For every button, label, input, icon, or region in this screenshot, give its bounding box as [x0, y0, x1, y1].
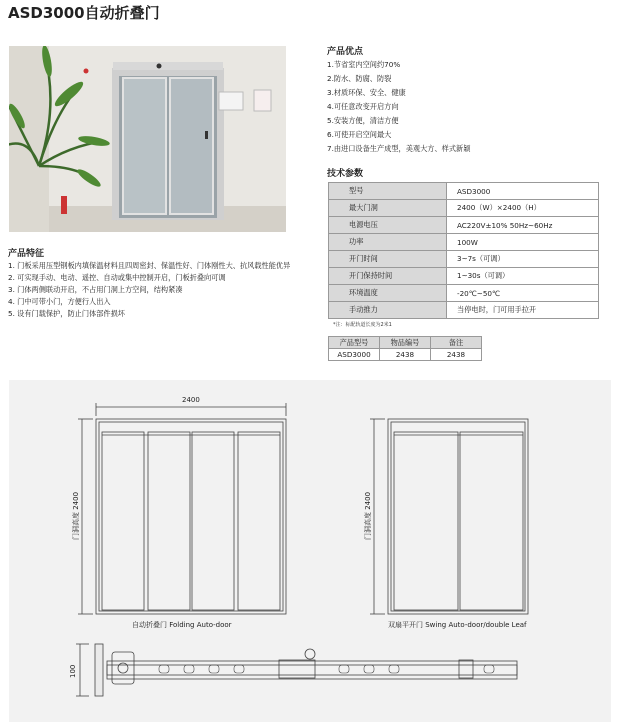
spec-key: 环境温度	[329, 285, 447, 302]
spec-value: 2400（W）×2400（H）	[447, 200, 599, 217]
table-row	[329, 268, 599, 285]
features-list	[8, 260, 298, 320]
spec-value: 1~30s（可调）	[447, 268, 599, 285]
technical-drawing	[9, 380, 611, 722]
track-dimension: 100	[69, 664, 77, 678]
door-drawings-svg	[9, 380, 611, 722]
advantages-heading: 产品优点	[327, 47, 364, 57]
spec-key: 电源电压	[329, 217, 447, 234]
tech-heading: 技术参数	[327, 169, 364, 179]
table-cell: 2438	[380, 349, 431, 361]
table-row	[329, 285, 599, 302]
feature-item: 1. 门板采用压型钢板内填保温材料且四周密封、保温性好、门体刚性大、抗风载性能优异	[8, 261, 291, 270]
table-header-row	[329, 337, 482, 349]
feature-item: 5. 设有门载保护，防止门体部件损坏	[8, 309, 125, 318]
column-header: 产品型号	[329, 337, 380, 349]
table-row	[329, 234, 599, 251]
spec-key: 型号	[329, 183, 447, 200]
table-cell: ASD3000	[329, 349, 380, 361]
product-table	[328, 336, 482, 361]
spec-value: 100W	[447, 234, 599, 251]
spec-table	[328, 182, 599, 319]
features-heading: 产品特征	[8, 249, 45, 259]
advantage-item: 7.由进口设备生产成型，美观大方、样式新颖	[327, 144, 471, 153]
folding-door-caption: 自动折叠门 Folding Auto-door	[132, 621, 232, 629]
advantages-list	[327, 58, 470, 156]
feature-item: 3. 门体两侧联动开启，不占用门洞上方空间，结构紧凑	[8, 285, 183, 294]
spec-value: ASD3000	[447, 183, 599, 200]
column-header: 备注	[431, 337, 482, 349]
advantage-item: 6.可使开启空间最大	[327, 130, 392, 139]
spec-key: 功率	[329, 234, 447, 251]
spec-key: 开门保持时间	[329, 268, 447, 285]
width-dimension: 2400	[182, 396, 200, 404]
spec-value: 当停电时，门可用手拉开	[447, 302, 599, 319]
height-label-left: 门洞高度 2400	[72, 491, 80, 540]
spec-key: 手动推力	[329, 302, 447, 319]
table-row	[329, 302, 599, 319]
column-header: 物品编号	[380, 337, 431, 349]
page-title: ASD3000自动折叠门	[8, 4, 160, 22]
spec-value: 3~7s（可调）	[447, 251, 599, 268]
advantage-item: 1.节省室内空间约70%	[327, 60, 401, 69]
table-row	[329, 200, 599, 217]
advantage-item: 5.安装方便，清洁方便	[327, 116, 399, 125]
spec-note: *注：标配轨道长度为2米1	[333, 322, 392, 328]
swing-door-caption: 双扇平开门 Swing Auto-door/double Leaf	[388, 621, 527, 629]
advantage-item: 3.材质环保、安全、健康	[327, 88, 406, 97]
spec-value: -20℃~50℃	[447, 285, 599, 302]
feature-item: 2. 可实现手动、电动、遥控、自动或集中控制开启，门板折叠向可调	[8, 273, 226, 282]
advantage-item: 4.可任意改变开启方向	[327, 102, 399, 111]
height-label-right: 门洞高度 2400	[364, 491, 372, 540]
spec-value: AC220V±10% 50Hz~60Hz	[447, 217, 599, 234]
table-row	[329, 217, 599, 234]
spec-key: 最大门洞	[329, 200, 447, 217]
spec-key: 开门时间	[329, 251, 447, 268]
advantage-item: 2.防水、防腐、防裂	[327, 74, 392, 83]
product-photo	[9, 46, 286, 232]
table-cell: 2438	[431, 349, 482, 361]
feature-item: 4. 门中可带小门，方便行人出入	[8, 297, 111, 306]
table-row	[329, 183, 599, 200]
table-row	[329, 349, 482, 361]
table-row	[329, 251, 599, 268]
